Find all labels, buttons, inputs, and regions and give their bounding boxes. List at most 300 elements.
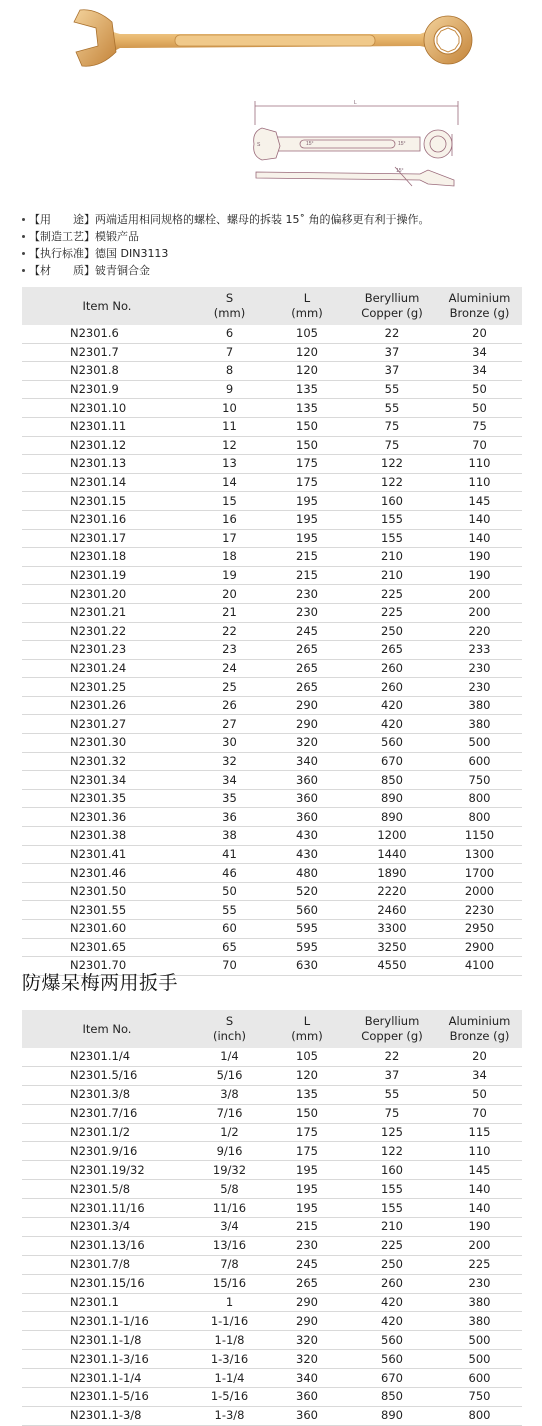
column-header: Item No. — [22, 287, 192, 325]
spec-item — [22, 262, 430, 279]
table-row — [22, 548, 522, 567]
table-cell: 7 — [192, 343, 267, 362]
table-cell: 890 — [347, 1406, 437, 1425]
table-row — [22, 1218, 522, 1237]
table-cell: 430 — [267, 845, 347, 864]
table-cell: 20 — [437, 1048, 522, 1066]
table-cell: N2301.9/16 — [22, 1142, 192, 1161]
table-cell: N2301.32 — [22, 752, 192, 771]
drawing-angle-left: 15° — [306, 141, 314, 147]
table-cell: 110 — [437, 473, 522, 492]
table-cell: 5/16 — [192, 1066, 267, 1085]
table-cell: N2301.16 — [22, 510, 192, 529]
table-cell: 210 — [347, 548, 437, 567]
table-cell: 800 — [437, 1406, 522, 1425]
drawing-label-L: L — [354, 100, 357, 106]
column-header: L (mm) — [267, 287, 347, 325]
table-cell: 2230 — [437, 901, 522, 920]
table-cell: 25 — [192, 678, 267, 697]
table-cell: 135 — [267, 1085, 347, 1104]
table-row — [22, 808, 522, 827]
table-cell: 265 — [267, 678, 347, 697]
table-cell: N2301.1-5/16 — [22, 1388, 192, 1407]
table-cell: 380 — [437, 715, 522, 734]
table-cell: 200 — [437, 585, 522, 604]
column-header: L (mm) — [267, 1010, 347, 1048]
table-cell: N2301.60 — [22, 920, 192, 939]
table-cell: 215 — [267, 566, 347, 585]
table-cell: 120 — [267, 343, 347, 362]
table-row — [22, 603, 522, 622]
table-cell: 55 — [347, 380, 437, 399]
table-cell: 160 — [347, 1161, 437, 1180]
spec-label: 【材 质】 — [29, 264, 95, 277]
table-cell: 35 — [192, 789, 267, 808]
table-cell: 230 — [437, 1274, 522, 1293]
table-cell: 260 — [347, 678, 437, 697]
table-row — [22, 752, 522, 771]
table-cell: 250 — [347, 622, 437, 641]
table-cell: 1-1/16 — [192, 1312, 267, 1331]
table-cell: 560 — [347, 1331, 437, 1350]
table-cell: 430 — [267, 827, 347, 846]
table-cell: 70 — [437, 436, 522, 455]
table-cell: 155 — [347, 1180, 437, 1199]
table-row — [22, 585, 522, 604]
table-cell: 22 — [347, 325, 437, 343]
table-row — [22, 920, 522, 939]
table-cell: 190 — [437, 566, 522, 585]
table-cell: N2301.35 — [22, 789, 192, 808]
table-cell: 8 — [192, 362, 267, 381]
table-cell: N2301.38 — [22, 827, 192, 846]
table-cell: 1-1/4 — [192, 1369, 267, 1388]
table-cell: 560 — [347, 1350, 437, 1369]
table-cell: 340 — [267, 752, 347, 771]
table-cell: 210 — [347, 1218, 437, 1237]
table-cell: 360 — [267, 1406, 347, 1425]
table-cell: 6 — [192, 325, 267, 343]
table-cell: 145 — [437, 492, 522, 511]
bullet-icon — [22, 269, 25, 272]
table-cell: 32 — [192, 752, 267, 771]
table-cell: 260 — [347, 1274, 437, 1293]
table-cell: 4100 — [437, 957, 522, 976]
table-cell: 34 — [437, 362, 522, 381]
table-cell: 15/16 — [192, 1274, 267, 1293]
table-row — [22, 1085, 522, 1104]
table-cell: 3/4 — [192, 1218, 267, 1237]
table-cell: 230 — [437, 659, 522, 678]
table-cell: N2301.70 — [22, 957, 192, 976]
table-cell: 70 — [437, 1104, 522, 1123]
table-cell: 1-3/16 — [192, 1350, 267, 1369]
table-row — [22, 399, 522, 418]
table-cell: 55 — [347, 1085, 437, 1104]
table-cell: 360 — [267, 789, 347, 808]
table-cell: 55 — [192, 901, 267, 920]
table-row — [22, 455, 522, 474]
table-cell: 37 — [347, 362, 437, 381]
table-cell: 670 — [347, 1369, 437, 1388]
table-cell: 175 — [267, 473, 347, 492]
table-cell: 320 — [267, 1331, 347, 1350]
table-cell: 265 — [267, 641, 347, 660]
table-cell: N2301.26 — [22, 696, 192, 715]
table-cell: 122 — [347, 1142, 437, 1161]
column-header: S (inch) — [192, 1010, 267, 1048]
table-cell: 225 — [347, 585, 437, 604]
table-row — [22, 1331, 522, 1350]
table-cell: 24 — [192, 659, 267, 678]
section-title: 防爆呆梅两用扳手 — [22, 972, 179, 994]
table-cell: 230 — [267, 585, 347, 604]
table-cell: 2000 — [437, 882, 522, 901]
table-row — [22, 1312, 522, 1331]
table-cell: N2301.1-3/16 — [22, 1350, 192, 1369]
table-cell: 2900 — [437, 938, 522, 957]
column-header: Aluminium Bronze (g) — [437, 287, 522, 325]
table-header-row — [22, 287, 522, 325]
table-cell: 360 — [267, 808, 347, 827]
spec-label: 【用 途】 — [29, 213, 95, 226]
table-cell: 520 — [267, 882, 347, 901]
table-cell: 230 — [267, 603, 347, 622]
table-cell: 420 — [347, 715, 437, 734]
table-cell: 125 — [347, 1123, 437, 1142]
table-cell: 850 — [347, 771, 437, 790]
spec-item — [22, 245, 430, 262]
table-row — [22, 789, 522, 808]
table-row — [22, 510, 522, 529]
table-row — [22, 696, 522, 715]
table-cell: 22 — [192, 622, 267, 641]
table-cell: 34 — [437, 343, 522, 362]
table-cell: 2220 — [347, 882, 437, 901]
spec-value: 德国 DIN3113 — [95, 247, 169, 260]
table-cell: N2301.5/8 — [22, 1180, 192, 1199]
table-cell: 11 — [192, 417, 267, 436]
table-cell: 55 — [347, 399, 437, 418]
table-cell: N2301.27 — [22, 715, 192, 734]
table-cell: 3250 — [347, 938, 437, 957]
table-cell: 65 — [192, 938, 267, 957]
table-row — [22, 1161, 522, 1180]
table-cell: N2301.14 — [22, 473, 192, 492]
table-row — [22, 1350, 522, 1369]
table-cell: 190 — [437, 1218, 522, 1237]
table-cell: N2301.1-1/4 — [22, 1369, 192, 1388]
table-cell: N2301.19 — [22, 566, 192, 585]
table-cell: 150 — [267, 436, 347, 455]
table-cell: 7/8 — [192, 1255, 267, 1274]
table-cell: 75 — [437, 417, 522, 436]
table-cell: N2301.1-1/8 — [22, 1331, 192, 1350]
table-row — [22, 1104, 522, 1123]
table-row — [22, 827, 522, 846]
table-row — [22, 938, 522, 957]
table-cell: 1/4 — [192, 1048, 267, 1066]
wrench-photo — [74, 10, 472, 66]
table-cell: 13/16 — [192, 1236, 267, 1255]
table-cell: 630 — [267, 957, 347, 976]
table-cell: 34 — [192, 771, 267, 790]
column-header: Item No. — [22, 1010, 192, 1048]
table-cell: N2301.17 — [22, 529, 192, 548]
table-row — [22, 622, 522, 641]
table-cell: 200 — [437, 1236, 522, 1255]
table-cell: 60 — [192, 920, 267, 939]
table-cell: N2301.13 — [22, 455, 192, 474]
table-row — [22, 436, 522, 455]
table-cell: N2301.21 — [22, 603, 192, 622]
table-cell: 500 — [437, 1350, 522, 1369]
table-cell: 41 — [192, 845, 267, 864]
table-row — [22, 901, 522, 920]
table-cell: 23 — [192, 641, 267, 660]
table-row — [22, 1066, 522, 1085]
table-cell: 12 — [192, 436, 267, 455]
inch-size-table — [22, 1010, 522, 1426]
table-cell: 110 — [437, 455, 522, 474]
table-cell: 800 — [437, 808, 522, 827]
table-cell: 1150 — [437, 827, 522, 846]
table-row — [22, 1199, 522, 1218]
table-cell: 21 — [192, 603, 267, 622]
table-cell: 800 — [437, 789, 522, 808]
table-cell: 160 — [347, 492, 437, 511]
table-cell: 155 — [347, 529, 437, 548]
table-cell: 195 — [267, 492, 347, 511]
table-row — [22, 1406, 522, 1425]
column-header: Beryllium Copper (g) — [347, 1010, 437, 1048]
table-row — [22, 1123, 522, 1142]
table-cell: 4550 — [347, 957, 437, 976]
spec-label: 【执行标准】 — [29, 247, 95, 260]
table-cell: 380 — [437, 1293, 522, 1312]
table-cell: 600 — [437, 1369, 522, 1388]
column-header: Beryllium Copper (g) — [347, 287, 437, 325]
table-cell: 18 — [192, 548, 267, 567]
table-cell: 265 — [267, 659, 347, 678]
table-cell: 7/16 — [192, 1104, 267, 1123]
table-cell: N2301.1/2 — [22, 1123, 192, 1142]
table-cell: 145 — [437, 1161, 522, 1180]
table-cell: 135 — [267, 399, 347, 418]
table-cell: 215 — [267, 1218, 347, 1237]
table-cell: N2301.5/16 — [22, 1066, 192, 1085]
table-cell: 225 — [347, 1236, 437, 1255]
table-row — [22, 1048, 522, 1066]
table-row — [22, 1142, 522, 1161]
table-cell: 20 — [437, 325, 522, 343]
table-cell: 595 — [267, 920, 347, 939]
table-cell: N2301.15 — [22, 492, 192, 511]
table-cell: 260 — [347, 659, 437, 678]
table-cell: 340 — [267, 1369, 347, 1388]
table-cell: N2301.22 — [22, 622, 192, 641]
table-cell: 500 — [437, 734, 522, 753]
table-cell: 140 — [437, 510, 522, 529]
table-row — [22, 845, 522, 864]
bullet-icon — [22, 235, 25, 238]
table-cell: 225 — [347, 603, 437, 622]
table-cell: 220 — [437, 622, 522, 641]
table-cell: 225 — [437, 1255, 522, 1274]
table-cell: N2301.65 — [22, 938, 192, 957]
table-cell: 265 — [347, 641, 437, 660]
table-cell: N2301.7 — [22, 343, 192, 362]
table-cell: 360 — [267, 1388, 347, 1407]
table-cell: 380 — [437, 1312, 522, 1331]
table-cell: N2301.50 — [22, 882, 192, 901]
table-cell: 1-5/16 — [192, 1388, 267, 1407]
table-row — [22, 734, 522, 753]
table-cell: N2301.6 — [22, 325, 192, 343]
table-cell: 190 — [437, 548, 522, 567]
table-cell: 230 — [437, 678, 522, 697]
table-cell: 195 — [267, 1161, 347, 1180]
table-cell: 1440 — [347, 845, 437, 864]
table-cell: 480 — [267, 864, 347, 883]
table-cell: 1200 — [347, 827, 437, 846]
table-row — [22, 1180, 522, 1199]
table-cell: 17 — [192, 529, 267, 548]
table-cell: 200 — [437, 603, 522, 622]
table-cell: 15 — [192, 492, 267, 511]
column-header: S (mm) — [192, 287, 267, 325]
table-header-row — [22, 1010, 522, 1048]
table-cell: 50 — [437, 380, 522, 399]
table-cell: 890 — [347, 789, 437, 808]
table-row — [22, 882, 522, 901]
table-cell: 20 — [192, 585, 267, 604]
table-cell: 750 — [437, 1388, 522, 1407]
table-cell: 3300 — [347, 920, 437, 939]
table-row — [22, 473, 522, 492]
table-cell: 1300 — [437, 845, 522, 864]
spec-value: 铍青铜合金 — [95, 264, 150, 277]
table-cell: 30 — [192, 734, 267, 753]
table-row — [22, 641, 522, 660]
bullet-icon — [22, 218, 25, 221]
table-cell: 290 — [267, 715, 347, 734]
table-cell: 10 — [192, 399, 267, 418]
table-row — [22, 343, 522, 362]
table-cell: 37 — [347, 1066, 437, 1085]
table-row — [22, 362, 522, 381]
table-cell: N2301.1/4 — [22, 1048, 192, 1066]
table-cell: N2301.8 — [22, 362, 192, 381]
bullet-icon — [22, 252, 25, 255]
table-cell: 195 — [267, 510, 347, 529]
table-cell: 140 — [437, 529, 522, 548]
table-cell: 245 — [267, 1255, 347, 1274]
table-cell: 70 — [192, 957, 267, 976]
table-cell: 19 — [192, 566, 267, 585]
table-row — [22, 529, 522, 548]
table-cell: 50 — [437, 1085, 522, 1104]
table-cell: 210 — [347, 566, 437, 585]
table-cell: 75 — [347, 1104, 437, 1123]
table-cell: 290 — [267, 696, 347, 715]
table-cell: 380 — [437, 696, 522, 715]
table-cell: 1-1/8 — [192, 1331, 267, 1350]
table-row — [22, 1236, 522, 1255]
table-row — [22, 1388, 522, 1407]
table-cell: 110 — [437, 1142, 522, 1161]
table-cell: 5/8 — [192, 1180, 267, 1199]
table-cell: N2301.12 — [22, 436, 192, 455]
table-cell: 233 — [437, 641, 522, 660]
table-cell: 500 — [437, 1331, 522, 1350]
table-cell: 360 — [267, 771, 347, 790]
table-cell: 195 — [267, 529, 347, 548]
table-cell: 2460 — [347, 901, 437, 920]
table-cell: N2301.7/16 — [22, 1104, 192, 1123]
spec-list — [22, 211, 430, 279]
table-row — [22, 492, 522, 511]
table-cell: N2301.19/32 — [22, 1161, 192, 1180]
table-cell: N2301.15/16 — [22, 1274, 192, 1293]
table-cell: N2301.41 — [22, 845, 192, 864]
spec-item — [22, 211, 430, 228]
table-cell: 1700 — [437, 864, 522, 883]
table-cell: 195 — [267, 1180, 347, 1199]
table-cell: 245 — [267, 622, 347, 641]
table-cell: 290 — [267, 1293, 347, 1312]
table-cell: 11/16 — [192, 1199, 267, 1218]
table-cell: 175 — [267, 1142, 347, 1161]
table-cell: 1-3/8 — [192, 1406, 267, 1425]
table-cell: 140 — [437, 1199, 522, 1218]
table-cell: 9 — [192, 380, 267, 399]
table-cell: 26 — [192, 696, 267, 715]
table-cell: N2301.24 — [22, 659, 192, 678]
table-cell: N2301.1-1/16 — [22, 1312, 192, 1331]
table-cell: 9/16 — [192, 1142, 267, 1161]
table-cell: 38 — [192, 827, 267, 846]
table-cell: 140 — [437, 1180, 522, 1199]
table-cell: 27 — [192, 715, 267, 734]
table-row — [22, 1369, 522, 1388]
table-cell: 36 — [192, 808, 267, 827]
table-cell: 215 — [267, 548, 347, 567]
table-cell: 115 — [437, 1123, 522, 1142]
table-cell: 3/8 — [192, 1085, 267, 1104]
table-row — [22, 1274, 522, 1293]
table-cell: 175 — [267, 455, 347, 474]
table-cell: 2950 — [437, 920, 522, 939]
table-cell: 670 — [347, 752, 437, 771]
table-cell: 75 — [347, 417, 437, 436]
spec-item — [22, 228, 430, 245]
table-row — [22, 1293, 522, 1312]
table-cell: 150 — [267, 1104, 347, 1123]
table-cell: 175 — [267, 1123, 347, 1142]
table-cell: 250 — [347, 1255, 437, 1274]
table-cell: N2301.25 — [22, 678, 192, 697]
drawing-angle-right: 15° — [398, 141, 406, 147]
table-cell: 1 — [192, 1293, 267, 1312]
table-cell: 46 — [192, 864, 267, 883]
table-cell: N2301.36 — [22, 808, 192, 827]
spec-value: 模锻产品 — [95, 230, 139, 243]
table-cell: 50 — [192, 882, 267, 901]
product-illustration — [0, 0, 542, 200]
table-cell: 122 — [347, 455, 437, 474]
table-cell: 120 — [267, 362, 347, 381]
